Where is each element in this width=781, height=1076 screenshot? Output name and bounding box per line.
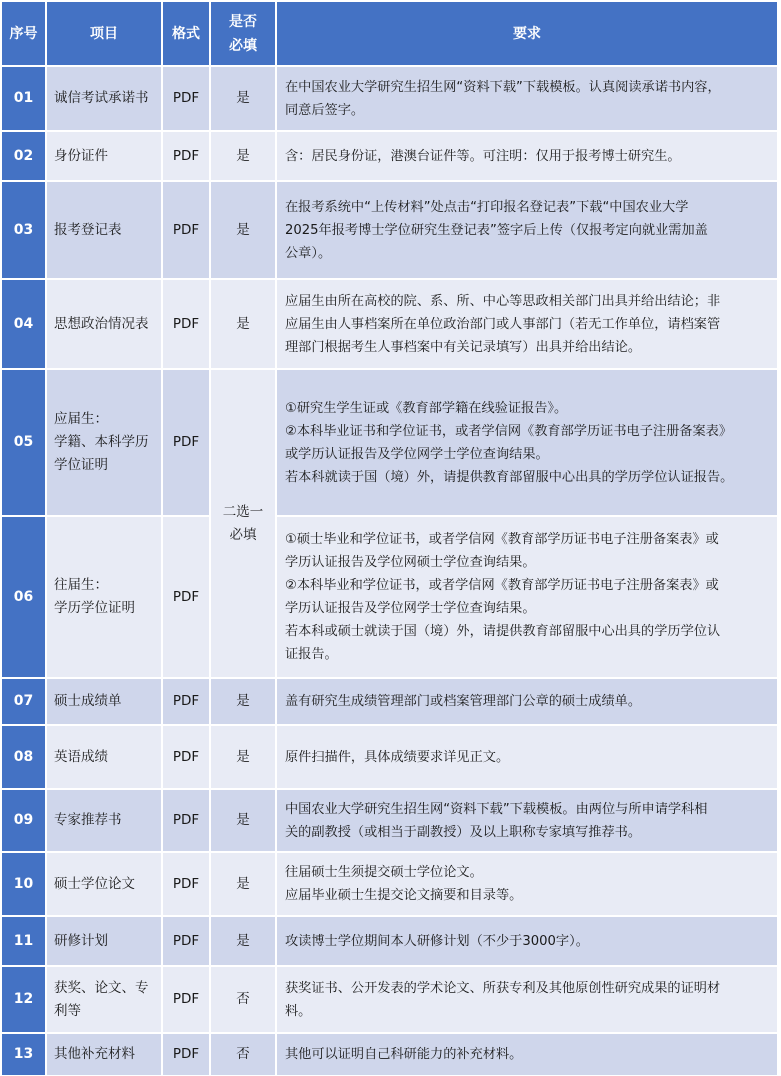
row-03-desc: 在报考系统中“上传材料”处点击“打印报名登记表”下载“中国农业大学 2025年报考博士学位研究生登记表”签字后上传（仅报考定向就业需加盖 公章）。: [277, 182, 777, 278]
row-05-format: PDF: [163, 370, 209, 515]
row-13-num: 13: [2, 1034, 45, 1075]
row-02-item: 身份证件: [47, 132, 161, 180]
row-08-required: 是: [211, 726, 275, 788]
row-05-item: 应届生： 学籍、本科学历 学位证明: [47, 370, 161, 515]
row-13-format: PDF: [163, 1034, 209, 1075]
merged-required-cell: 二选一 必填: [211, 370, 275, 677]
row-01-num: 01: [2, 67, 45, 130]
row-09-item: 专家推荐书: [47, 790, 161, 851]
row-11-num: 11: [2, 917, 45, 965]
header-desc: 要求: [277, 2, 777, 65]
row-11-required: 是: [211, 917, 275, 965]
row-12-format: PDF: [163, 967, 209, 1032]
row-09-required: 是: [211, 790, 275, 851]
header-num: 序号: [2, 2, 45, 65]
row-08-item: 英语成绩: [47, 726, 161, 788]
row-05-num: 05: [2, 370, 45, 515]
row-07-desc: 盖有研究生成绩管理部门或档案管理部门公章的硕士成绩单。: [277, 679, 777, 724]
row-03-required: 是: [211, 182, 275, 278]
row-11-item: 研修计划: [47, 917, 161, 965]
row-06-num: 06: [2, 517, 45, 677]
row-04-num: 04: [2, 280, 45, 368]
row-02-required: 是: [211, 132, 275, 180]
row-09-desc: 中国农业大学研究生招生网“资料下载”下载模板。由两位与所申请学科相 关的副教授（或相当于副教授）及以上职称专家填写推荐书。: [277, 790, 777, 851]
header-item: 项目: [47, 2, 161, 65]
row-02-num: 02: [2, 132, 45, 180]
row-07-num: 07: [2, 679, 45, 724]
row-06-format: PDF: [163, 517, 209, 677]
row-06-desc: ①硕士毕业和学位证书，或者学信网《教育部学历证书电子注册备案表》或 学历认证报告及学位网硕士学位查询结果。 ②本科毕业和学位证书，或者学信网《教育部学历证书电子注册备案表》或 学历认证报告及学位网学士学位查询结果。 若本科或硕士就读于国（境）外，请提供教育部留服中心出具的学历学位认 证报告。: [277, 517, 777, 677]
row-08-num: 08: [2, 726, 45, 788]
row-13-required: 否: [211, 1034, 275, 1075]
row-12-num: 12: [2, 967, 45, 1032]
row-10-required: 是: [211, 853, 275, 915]
row-08-desc: 原件扫描件，具体成绩要求详见正文。: [277, 726, 777, 788]
row-09-format: PDF: [163, 790, 209, 851]
row-03-format: PDF: [163, 182, 209, 278]
row-06-item: 往届生： 学历学位证明: [47, 517, 161, 677]
header-required: 是否 必填: [211, 2, 275, 65]
row-10-num: 10: [2, 853, 45, 915]
row-04-item: 思想政治情况表: [47, 280, 161, 368]
row-07-required: 是: [211, 679, 275, 724]
row-12-item: 获奖、论文、专 利等: [47, 967, 161, 1032]
row-03-item: 报考登记表: [47, 182, 161, 278]
row-10-item: 硕士学位论文: [47, 853, 161, 915]
row-02-format: PDF: [163, 132, 209, 180]
row-01-format: PDF: [163, 67, 209, 130]
row-05-desc: ①研究生学生证或《教育部学籍在线验证报告》。 ②本科毕业证书和学位证书，或者学信网《教育部学历证书电子注册备案表》 或学历认证报告及学位网学士学位查询结果。 若本科就读于国（境）外，请提供教育部留服中心出具的学历学位认证报告。: [277, 370, 777, 515]
row-12-required: 否: [211, 967, 275, 1032]
row-04-required: 是: [211, 280, 275, 368]
row-12-desc: 获奖证书、公开发表的学术论文、所获专利及其他原创性研究成果的证明材 料。: [277, 967, 777, 1032]
row-07-format: PDF: [163, 679, 209, 724]
row-09-num: 09: [2, 790, 45, 851]
row-02-desc: 含：居民身份证，港澳台证件等。可注明：仅用于报考博士研究生。: [277, 132, 777, 180]
row-11-desc: 攻读博士学位期间本人研修计划（不少于3000字）。: [277, 917, 777, 965]
row-13-item: 其他补充材料: [47, 1034, 161, 1075]
row-13-desc: 其他可以证明自己科研能力的补充材料。: [277, 1034, 777, 1075]
row-10-format: PDF: [163, 853, 209, 915]
row-03-num: 03: [2, 182, 45, 278]
row-04-format: PDF: [163, 280, 209, 368]
row-01-desc: 在中国农业大学研究生招生网“资料下载”下载模板。认真阅读承诺书内容， 同意后签字。: [277, 67, 777, 130]
row-01-required: 是: [211, 67, 275, 130]
row-10-desc: 往届硕士生须提交硕士学位论文。 应届毕业硕士生提交论文摘要和目录等。: [277, 853, 777, 915]
header-format: 格式: [163, 2, 209, 65]
row-04-desc: 应届生由所在高校的院、系、所、中心等思政相关部门出具并给出结论；非 应届生由人事档案所在单位政治部门或人事部门（若无工作单位，请档案管 理部门根据考生人事档案中有关记录填写）出具并给出结论。: [277, 280, 777, 368]
row-08-format: PDF: [163, 726, 209, 788]
row-11-format: PDF: [163, 917, 209, 965]
row-07-item: 硕士成绩单: [47, 679, 161, 724]
row-01-item: 诚信考试承诺书: [47, 67, 161, 130]
